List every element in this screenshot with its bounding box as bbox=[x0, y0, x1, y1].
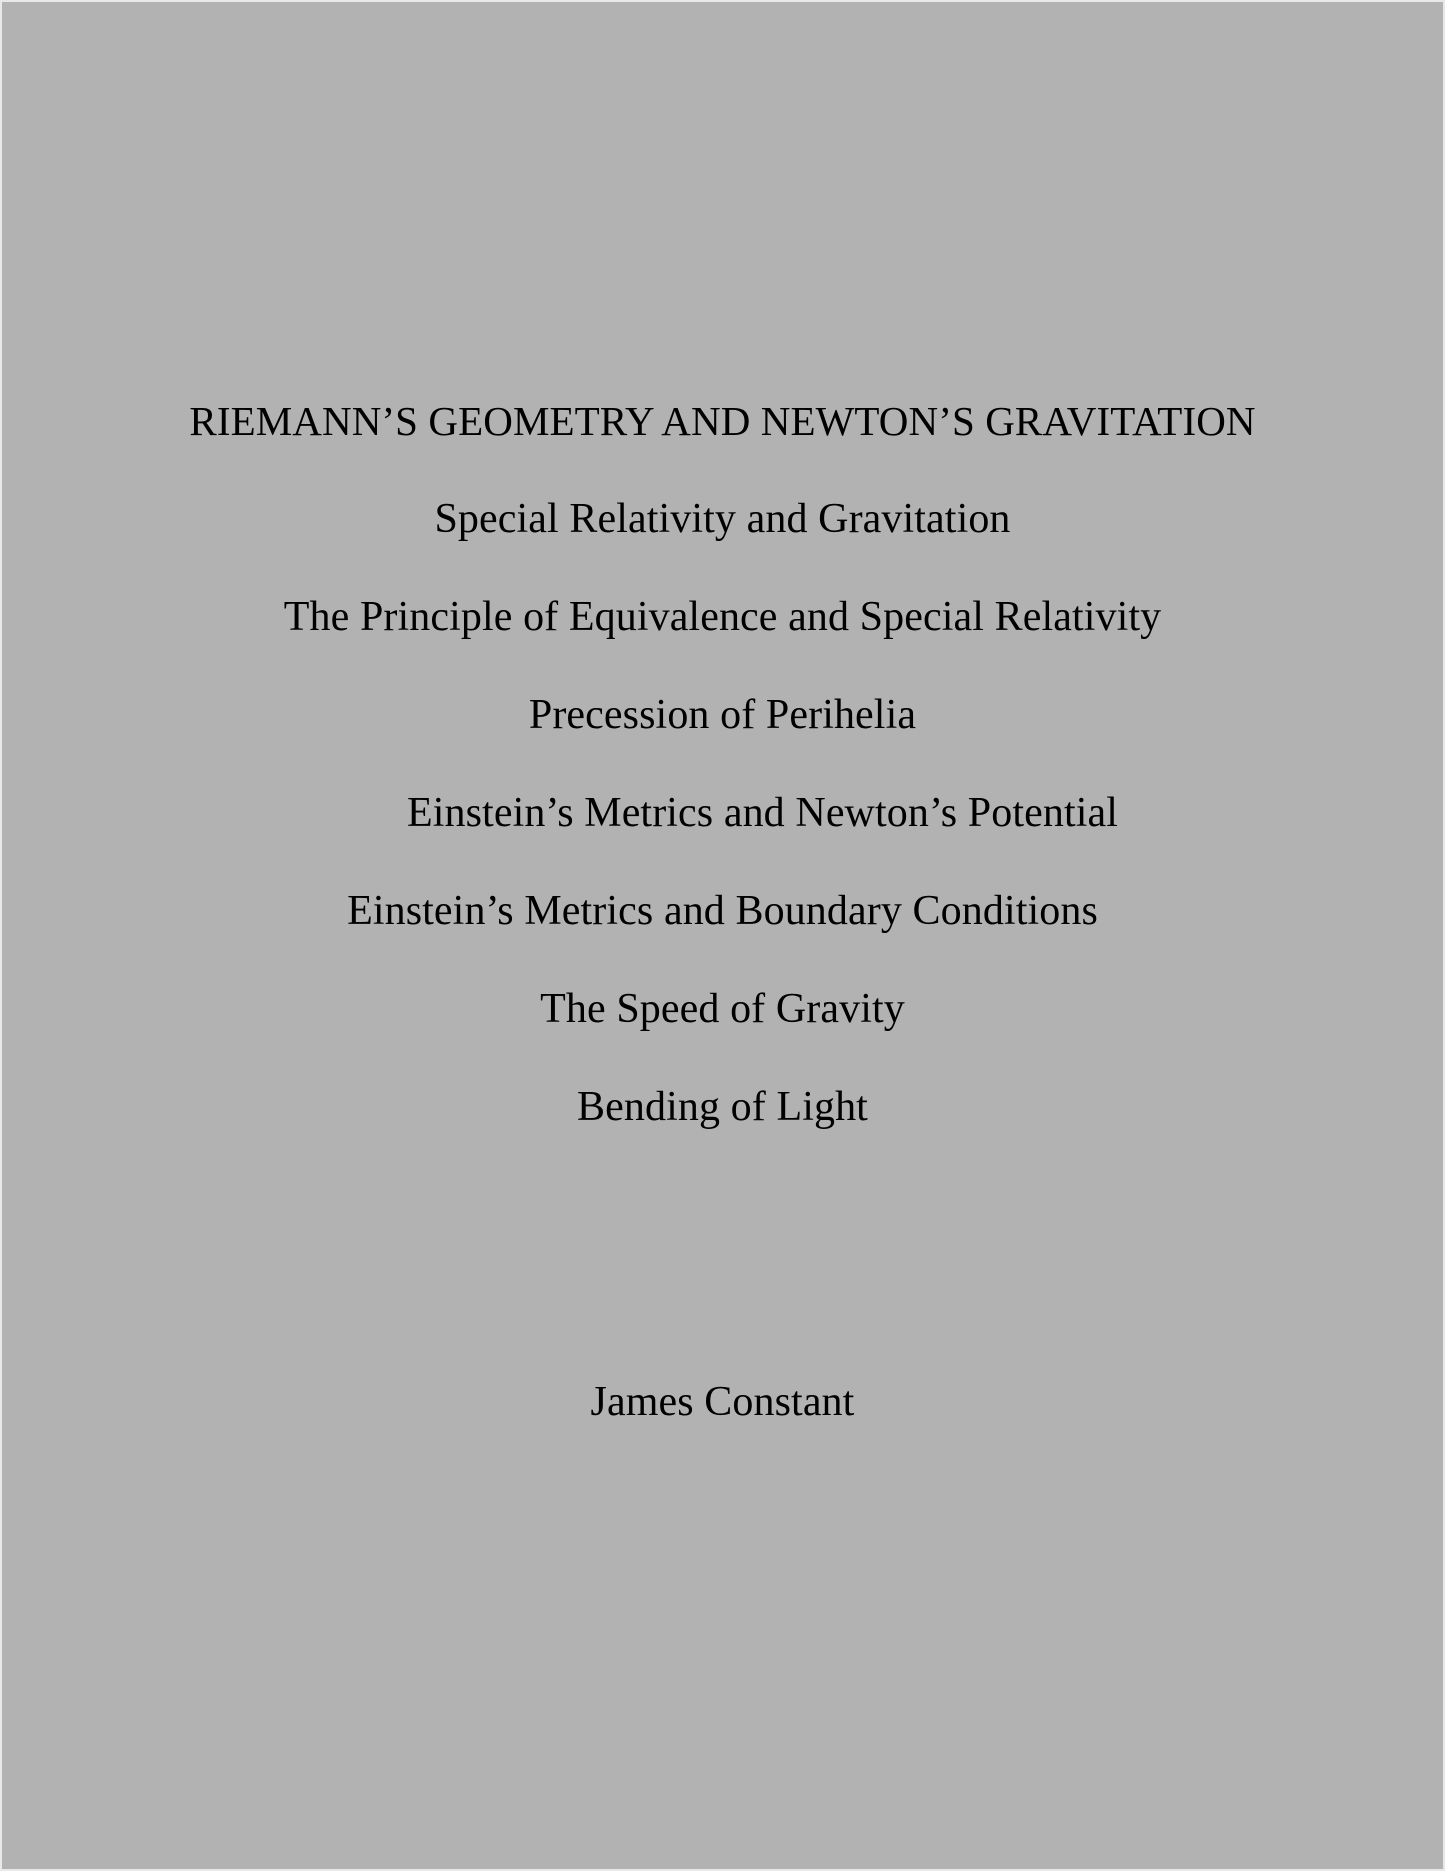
topic-principle-of-equivalence: The Principle of Equivalence and Special Relativity bbox=[283, 594, 1162, 640]
topic-precession-of-perihelia: Precession of Perihelia bbox=[528, 692, 917, 738]
document-title: RIEMANN’S GEOMETRY AND NEWTON’S GRAVITATION bbox=[189, 398, 1256, 444]
topic-bending-of-light: Bending of Light bbox=[577, 1084, 868, 1130]
topic-einstein-metrics-boundary-conditions: Einstein’s Metrics and Boundary Conditions bbox=[347, 888, 1098, 934]
topic-special-relativity-gravitation: Special Relativity and Gravitation bbox=[434, 496, 1011, 542]
topic-einstein-metrics-newton-potential: Einstein’s Metrics and Newton’s Potential bbox=[406, 790, 1118, 836]
author-name: James Constant bbox=[590, 1379, 855, 1425]
topic-speed-of-gravity: The Speed of Gravity bbox=[540, 986, 905, 1032]
